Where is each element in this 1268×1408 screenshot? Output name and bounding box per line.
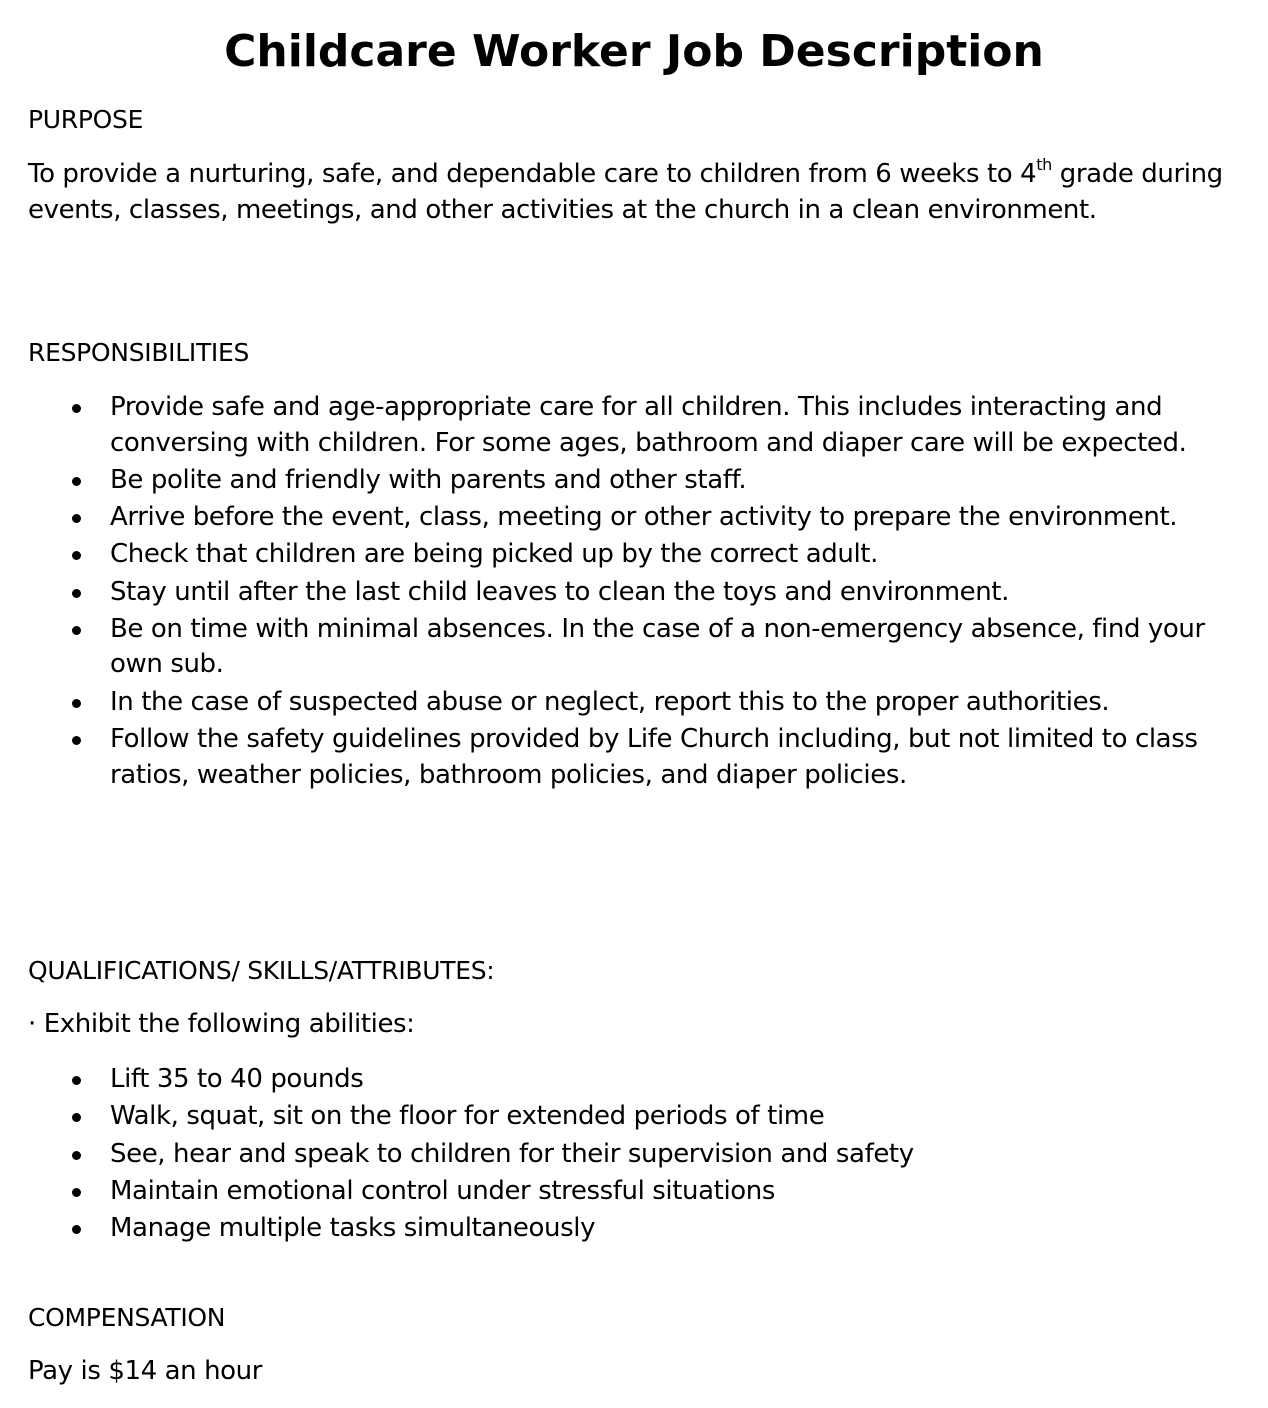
bullet-icon <box>72 589 81 598</box>
bullet-icon <box>72 736 81 745</box>
purpose-text <box>28 157 1260 228</box>
qualifications-list <box>0 1062 1262 1248</box>
document-title: Childcare Worker Job Description <box>224 26 1044 77</box>
bullet-icon <box>72 404 81 413</box>
purpose-heading: PURPOSE <box>28 105 144 134</box>
qualification-text: See, hear and speak to children for their supervision and safety <box>110 1138 914 1169</box>
bullet-icon <box>72 1225 81 1234</box>
list-item <box>0 390 1262 461</box>
qualification-text: Manage multiple tasks simultaneously <box>110 1213 596 1244</box>
list-item <box>0 1099 1262 1135</box>
list-item <box>0 1174 1262 1210</box>
bullet-icon <box>72 551 81 560</box>
responsibility-text: Be on time with minimal absences. In the case of a non-emergency absence, find your own sub. <box>110 613 1205 680</box>
bullet-icon <box>72 1188 81 1197</box>
purpose-text-start: To provide a nurturing, safe, and dependable care to children from 6 weeks to 4 <box>28 159 1037 189</box>
responsibility-text: Arrive before the event, class, meeting or other activity to prepare the environment. <box>110 502 1178 533</box>
list-item <box>0 685 1262 721</box>
responsibility-text: Stay until after the last child leaves to clean the toys and environment. <box>110 576 1009 607</box>
bullet-icon <box>72 699 81 708</box>
bullet-icon <box>72 626 81 635</box>
list-item <box>0 463 1262 499</box>
purpose-superscript: th <box>1036 155 1052 174</box>
responsibilities-heading: RESPONSIBILITIES <box>28 338 250 367</box>
list-item <box>0 722 1262 793</box>
responsibility-text: Follow the safety guidelines provided by Life Church including, but not limited to class ratios, weather policies, bathroom policies, and diaper policies. <box>110 724 1198 790</box>
compensation-text: Pay is $14 an hour <box>28 1356 263 1386</box>
qualification-text: Maintain emotional control under stressful situations <box>110 1175 776 1206</box>
bullet-icon <box>72 1076 81 1085</box>
responsibility-text: In the case of suspected abuse or neglect, report this to the proper authorities. <box>110 686 1110 717</box>
list-item <box>0 575 1262 611</box>
bullet-icon <box>72 1113 81 1122</box>
qualification-text: Lift 35 to 40 pounds <box>110 1064 364 1094</box>
compensation-heading: COMPENSATION <box>28 1303 226 1332</box>
bullet-icon <box>72 477 81 486</box>
qualifications-intro: · Exhibit the following abilities: <box>28 1009 415 1039</box>
list-item <box>0 1211 1262 1247</box>
responsibility-text: Check that children are being picked up by the correct adult. <box>110 539 878 570</box>
list-item <box>0 1137 1262 1173</box>
list-item <box>0 537 1262 573</box>
qualification-text: Walk, squat, sit on the floor for extended periods of time <box>110 1101 825 1132</box>
list-item <box>0 612 1262 683</box>
list-item <box>0 1062 1262 1098</box>
responsibilities-list <box>0 390 1262 795</box>
responsibility-text: Be polite and friendly with parents and other staff. <box>110 464 747 495</box>
bullet-icon <box>72 1151 81 1160</box>
purpose-text-end: grade during events, classes, meetings, and other activities at the church in a clean environment. <box>28 159 1223 225</box>
qualifications-heading: QUALIFICATIONS/ SKILLS/ATTRIBUTES: <box>28 956 495 985</box>
list-item <box>0 500 1262 536</box>
bullet-icon <box>72 514 81 523</box>
responsibility-text: Provide safe and age-appropriate care for all children. This includes interacting and conversing with children. For some ages, bathroom and diaper care will be expected. <box>110 392 1187 458</box>
